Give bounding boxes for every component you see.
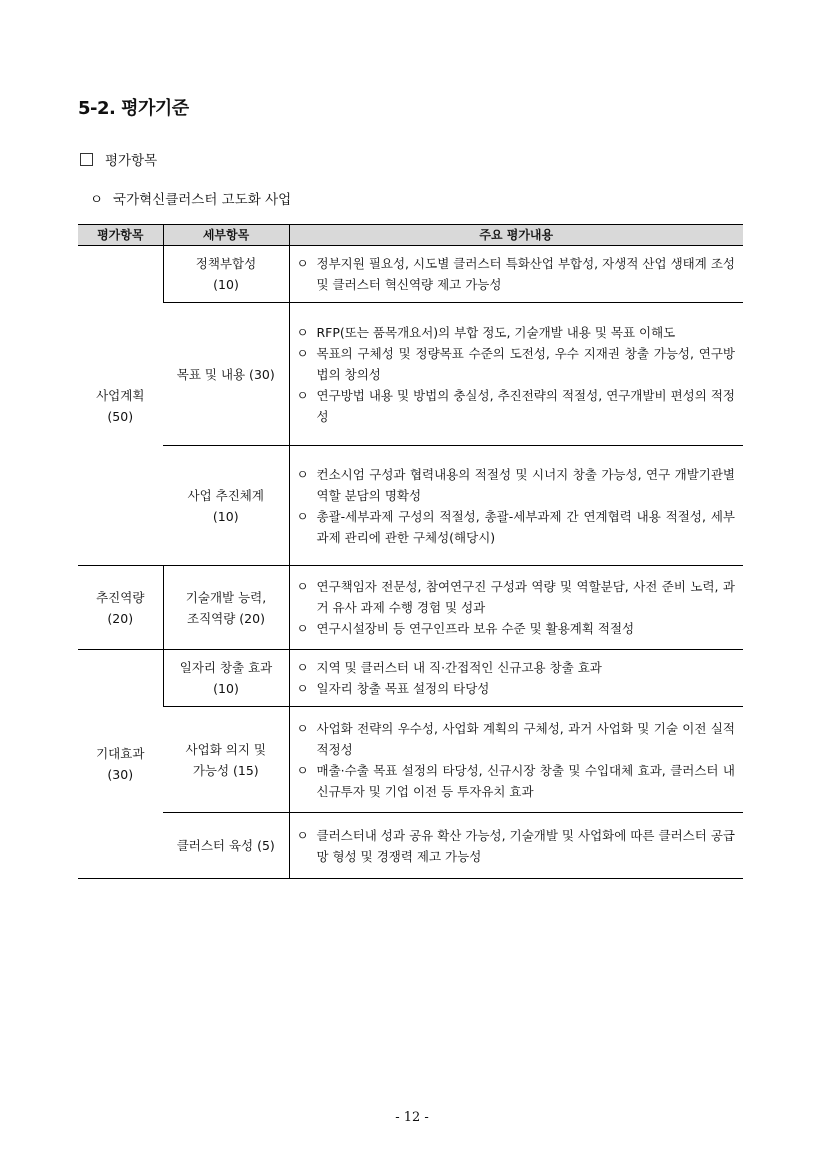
subitem-line: 클러스터 육성 (5) [176,838,275,853]
category-line: 기대효과 [96,746,145,761]
list-item [297,825,736,867]
list-item [297,576,736,618]
category-line: (50) [107,408,134,424]
list-item [297,506,736,548]
content-cell [289,246,743,303]
table-row [78,707,743,813]
subitem-line: (10) [212,508,239,524]
subsection-label [90,188,291,208]
list-item [297,322,736,343]
category-line: 사업계획 [96,387,145,403]
table-header-row [78,225,743,246]
table-row [78,446,743,566]
content-cell [289,303,743,446]
section-label-text: 평가항목 [105,153,158,169]
page-number: - 12 - [395,1110,429,1125]
list-item-text: RFP(또는 품목개요서)의 부합 정도, 기술개발 내용 및 목표 이해도 [316,324,676,340]
evaluation-criteria-table [78,224,743,879]
bullet-icon: ㅇ [90,192,104,208]
content-cell [289,446,743,566]
list-item [297,760,736,802]
table-body [78,246,743,879]
list-item [297,385,736,427]
header-category: 평가항목 [78,225,163,246]
list-item-text: 컨소시엄 구성과 협력내용의 적절성 및 시너지 창출 가능성, 연구 개발기관별 역할 분담의 명확성 [316,466,735,503]
table-row [78,246,743,303]
content-cell [289,813,743,879]
subitem-line: 사업화 의지 및 [185,741,266,757]
list-item-text: 클러스터내 성과 공유 확산 가능성, 기술개발 및 사업화에 따른 클러스터 공급망 형성 및 경쟁력 제고 가능성 [316,827,735,864]
subitem-line: (10) [213,681,239,696]
table-row [78,650,743,707]
list-item [297,678,736,699]
subitem-cell [163,813,289,879]
bullet-icon: ㅇ [296,762,309,778]
section-heading: 5-2. 평가기준 [78,98,189,119]
list-item [297,343,736,385]
subitem-line: (10) [213,277,239,292]
category-line: (30) [107,767,134,782]
category-cell [78,650,163,879]
subitem-cell [163,303,289,446]
bullet-icon: ㅇ [296,681,309,696]
list-item [297,253,736,295]
subitem-cell [163,650,289,707]
subitem-line: 정책부합성 [195,256,257,271]
list-item [297,718,736,760]
bullet-icon: ㅇ [296,621,309,636]
subitem-cell [163,566,289,650]
list-item-text: 일자리 창출 목표 설정의 타당성 [316,681,490,696]
content-cell [289,707,743,813]
subitem-cell [163,707,289,813]
list-item-text: 연구책임자 전문성, 참여연구진 구성과 역량 및 역할분담, 사전 준비 노력, 과거 유사 과제 수행 경험 및 성과 [316,579,735,615]
bullet-icon: ㅇ [296,345,309,361]
list-item-text: 매출·수출 목표 설정의 타당성, 신규시장 창출 및 수입대체 효과, 클러스터 내 신규투자 및 기업 이전 등 투자유치 효과 [316,762,735,799]
subitem-line: 목표 및 내용 (30) [176,366,275,382]
list-item-text: 정부지원 필요성, 시도별 클러스터 특화산업 부합성, 자생적 산업 생태계 조성 및 클러스터 혁신역량 제고 가능성 [316,256,735,292]
header-content: 주요 평가내용 [289,225,743,246]
bullet-icon: ㅇ [296,720,309,736]
content-cell [289,566,743,650]
bullet-icon: ㅇ [296,466,309,482]
list-item-text: 사업화 전략의 우수성, 사업화 계획의 구체성, 과거 사업화 및 기술 이전 실적 적정성 [316,720,735,757]
subitem-line: 사업 추진체계 [187,487,264,503]
bullet-icon: ㅇ [296,579,309,594]
bullet-icon: ㅇ [296,256,309,271]
category-cell [78,246,163,566]
list-item-text: 연구시설장비 등 연구인프라 보유 수준 및 활용계획 적절성 [316,621,635,636]
subitem-cell [163,446,289,566]
table-row [78,303,743,446]
table-row [78,813,743,879]
subitem-cell [163,246,289,303]
subitem-line: 조직역량 (20) [187,610,265,626]
content-cell [289,650,743,707]
category-line: (20) [107,610,134,626]
table-row [78,566,743,650]
list-item [297,464,736,506]
bullet-icon: ㅇ [296,508,309,524]
subitem-line: 일자리 창출 효과 [179,660,273,675]
subitem-line: 가능성 (15) [192,762,259,778]
category-cell [78,566,163,650]
list-item-text: 총괄-세부과제 구성의 적절성, 총괄-세부과제 간 연계협력 내용 적절성, 세부과제 관리에 관한 구체성(해당시) [316,508,735,545]
section-label [80,149,157,169]
bullet-icon: ㅇ [296,324,309,340]
checkbox-square-icon [80,153,93,166]
subitem-line: 기술개발 능력, [185,589,267,605]
bullet-icon: ㅇ [296,387,309,403]
list-item [297,657,736,678]
list-item-text: 목표의 구체성 및 정량목표 수준의 도전성, 우수 지재권 창출 가능성, 연구방법의 창의성 [316,345,735,382]
list-item-text: 지역 및 클러스터 내 직·간접적인 신규고용 창출 효과 [316,660,602,675]
subsection-label-text: 국가혁신클러스터 고도화 사업 [113,192,292,208]
list-item-text: 연구방법 내용 및 방법의 충실성, 추진전략의 적절성, 연구개발비 편성의 적정성 [316,387,735,424]
list-item [297,618,736,639]
header-subitem: 세부항목 [163,225,289,246]
bullet-icon: ㅇ [296,827,309,843]
bullet-icon: ㅇ [296,660,309,675]
category-line: 추진역량 [96,589,145,605]
